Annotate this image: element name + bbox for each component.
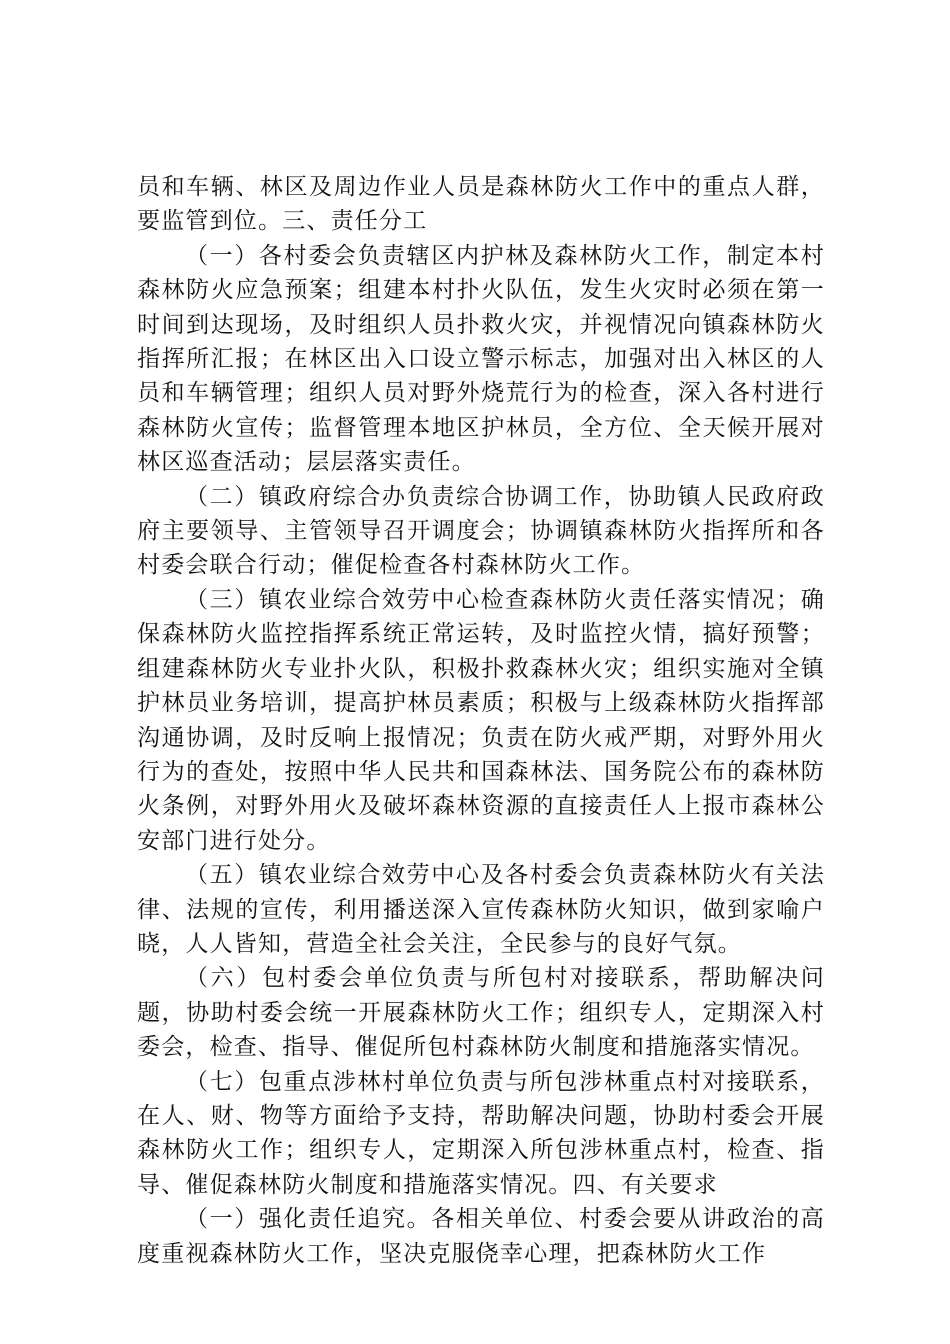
paragraph-continuation: 员和车辆、林区及周边作业人员是森林防火工作中的重点人群，要监管到位。三、责任分工	[137, 174, 825, 235]
paragraph-key-forest-village-duties: （七）包重点涉林村单位负责与所包涉林重点村对接联系，在人、财、物等方面给予支持，帮助解决问题，协助村委会开展森林防火工作；组织专人，定期深入所包涉林重点村，检查、指导、催促森林防火制度和措施落实情况。四、有关要求	[137, 1068, 825, 1198]
paragraph-publicity-duties: （五）镇农业综合效劳中心及各村委会负责森林防火有关法律、法规的宣传，利用播送深入宣传森林防火知识，做到家喻户晓，人人皆知，营造全社会关注，全民参与的良好气氛。	[137, 862, 825, 957]
document-body	[137, 170, 825, 1271]
paragraph-village-liaison-duties: （六）包村委会单位负责与所包村对接联系，帮助解决问题，协助村委会统一开展森林防火工作；组织专人，定期深入村委会，检查、指导、催促所包村森林防火制度和措施落实情况。	[137, 965, 825, 1061]
paragraph-agriculture-center-duties: （三）镇农业综合效劳中心检查森林防火责任落实情况；确保森林防火监控指挥系统正常运转，及时监控火情，搞好预警；组建森林防火专业扑火队，积极扑救森林火灾；组织实施对全镇护林员业务培训，提高护林员素质；积极与上级森林防火指挥部沟通协调，及时反响上报情况；负责在防火戒严期，对野外用火行为的查处，按照中华人民共和国森林法、国务院公布的森林防火条例，对野外用火及破坏森林资源的直接责任人上报市森林公安部门进行处分。	[137, 586, 825, 854]
paragraph-village-committee-duties: （一）各村委会负责辖区内护林及森林防火工作，制定本村森林防火应急预案；组建本村扑火队伍，发生火灾时必须在第一时间到达现场，及时组织人员扑救火灾，并视情况向镇森林防火指挥所汇报；在林区出入口设立警示标志，加强对出入林区的人员和车辆管理；组织人员对野外烧荒行为的检查，深入各村进行森林防火宣传；监督管理本地区护林员，全方位、全天候开展对林区巡查活动；层层落实责任。	[137, 242, 825, 476]
paragraph-accountability: （一）强化责任追究。各相关单位、村委会要从讲政治的高度重视森林防火工作，坚决克服侥幸心理，把森林防火工作	[137, 1206, 825, 1267]
paragraph-general-office-duties: （二）镇政府综合办负责综合协调工作，协助镇人民政府政府主要领导、主管领导召开调度会；协调镇森林防火指挥所和各村委会联合行动；催促检查各村森林防火工作。	[137, 483, 825, 579]
